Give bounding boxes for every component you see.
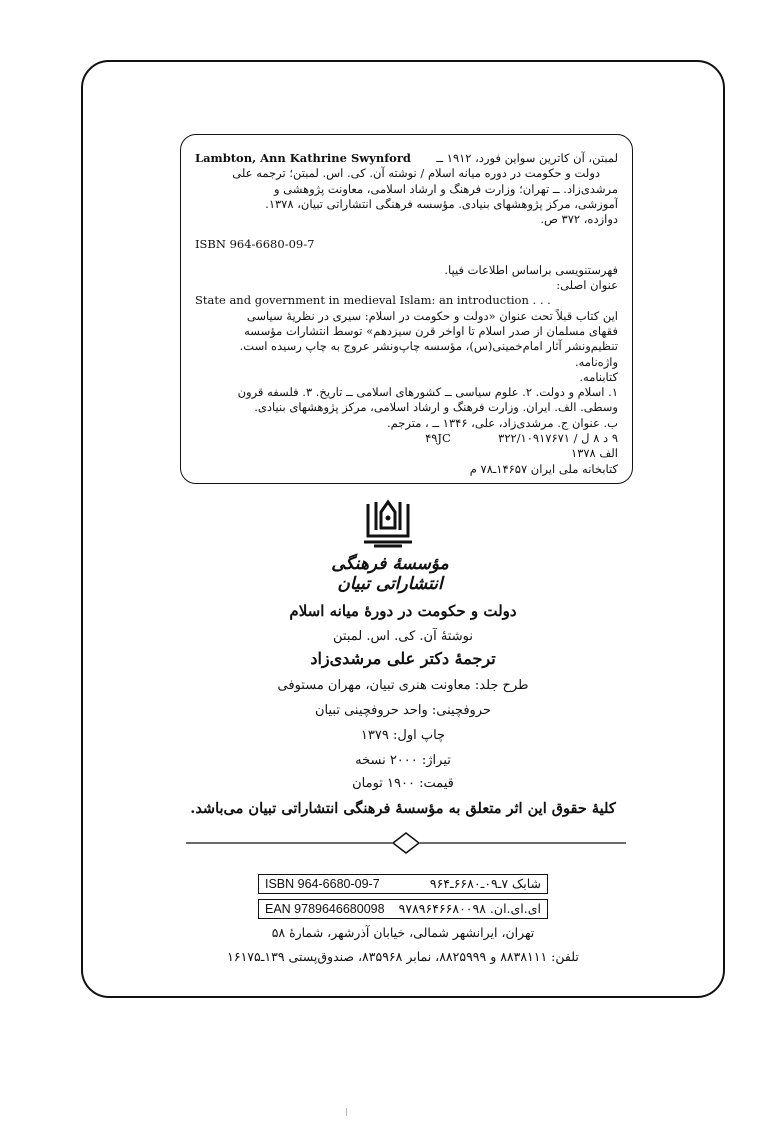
book-translator: ترجمهٔ دکتر علی مرشدی‌زاد — [310, 649, 496, 668]
publisher-address: تهران، ایرانشهر شمالی، خیابان آذرشهر، شمارهٔ ۵۸ — [271, 925, 535, 940]
catalog-fipa-note: فهرستنویسی براساس اطلاعات فیپا. — [444, 262, 618, 277]
catalog-glossary: واژه‌نامه. — [574, 354, 618, 369]
catalog-call-number-a: ۹ د ۸ ل / ۴۹JC — [425, 431, 618, 446]
rights-notice: کلیهٔ حقوق این اثر متعلق به مؤسسهٔ فرهنگی انتشاراتی تبیان می‌باشد. — [190, 800, 616, 817]
catalog-isbn: ISBN 964-6680-09-7 — [195, 237, 315, 252]
catalog-imprint-line: مرشدی‌زاد. ــ تهران؛ وزارت فرهنگ و ارشاد اسلامی، معاونت پژوهشی و — [273, 181, 618, 196]
catalog-pages: دوازده، ۳۷۲ ص. — [540, 212, 618, 227]
isbn-latin: ISBN 964-6680-09-7 — [265, 877, 380, 891]
catalog-title-line: دولت و حکومت در دوره میانه اسلام / نوشته آن. کی. اس. لمبتن؛ ترجمه علی — [232, 166, 600, 181]
catalog-alef: الف ۱۳۷۸ — [571, 446, 618, 461]
cover-design-credit: طرح جلد: معاونت هنری تبیان، مهران مستوفی — [277, 678, 529, 693]
typesetting-credit: حروفچینی: واحد حروفچینی تبیان — [314, 703, 492, 718]
diamond-divider-icon — [186, 832, 626, 854]
book-author: نوشتهٔ آن. کی. اس. لمبتن — [333, 629, 473, 644]
catalog-record-box — [180, 134, 633, 484]
catalog-subjects: وسطی. الف. ایران. وزارت فرهنگ و ارشاد اسلامی، مرکز پژوهشهای بنیادی. — [254, 400, 618, 415]
catalog-note: فقهای مسلمان از صدر اسلام تا اواخر قرن سیزدهم» توسط انتشارات مؤسسه — [244, 323, 618, 338]
catalog-national-library-no: کتابخانه ملی ایران ۱۴۶۵۷ـ۷۸ م — [469, 461, 618, 476]
book-title: دولت و حکومت در دورهٔ میانه اسلام — [289, 602, 517, 620]
catalog-original-title: State and government in medieval Islam: an introduction . . . — [195, 293, 551, 308]
ean-box — [258, 899, 548, 919]
catalog-bibliography: کتابنامه. — [579, 369, 618, 384]
publisher-logo-icon — [360, 498, 416, 550]
publisher-name: مؤسسهٔ فرهنگی انتشاراتی تبیان — [331, 554, 449, 594]
catalog-author-latin: Lambton, Ann Kathrine Swynford — [195, 151, 411, 165]
catalog-imprint-line: آموزشی، مرکز پژوهشهای بنیادی. مؤسسه فرهنگی انتشاراتی تبیان، ۱۳۷۸. — [265, 196, 618, 211]
ean-latin: EAN 9789646680098 — [265, 902, 385, 916]
print-run: تیراژ: ۲۰۰۰ نسخه — [355, 753, 451, 768]
catalog-note: این کتاب قبلاً تحت عنوان «دولت و حکومت در اسلام: سیری در نظریهٔ سیاسی — [246, 308, 618, 323]
catalog-original-title-label: عنوان اصلی: — [556, 278, 618, 293]
page-mark — [346, 1108, 347, 1116]
isbn-box — [258, 874, 548, 894]
edition: چاپ اول: ۱۳۷۹ — [360, 728, 446, 743]
catalog-subjects: ب. عنوان ج. مرشدی‌زاد، علی، ۱۳۴۶ ــ ، مترجم. — [386, 415, 618, 430]
catalog-note: تنظیم‌ونشر آثار امام‌خمینی(س)، مؤسسه چاپ‌ونشر عروج به چاپ رسیده است. — [239, 339, 618, 354]
catalog-call-numbers — [195, 431, 618, 446]
isbn-persian: شابک ۷ـ۰۹ـ۶۶۸۰ـ۹۶۴ — [429, 876, 541, 891]
catalog-subjects: ۱. اسلام و دولت. ۲. علوم سیاسی ــ کشورهای اسلامی ــ تاریخ. ۳. فلسفه قرون — [237, 385, 618, 400]
catalog-author-persian: لمبتن، آن کاترین سواین فورد، ۱۹۱۲ ــ — [436, 151, 618, 165]
catalog-author-line — [195, 151, 618, 166]
price: قیمت: ۱۹۰۰ تومان — [352, 776, 454, 791]
publisher-phone: تلفن: ۸۸۳۸۱۱۱ و ۸۸۲۵۹۹۹، نمابر ۸۳۵۹۶۸، صندوق‌پستی ۱۳۹ـ۱۶۱۷۵ — [227, 949, 579, 964]
ean-persian: ای.ای.ان. ۹۷۸۹۶۴۶۶۸۰۰۹۸ — [398, 901, 541, 916]
catalog-call-number-b: ۳۲۲/۱۰۹۱۷۶۷۱ — [498, 431, 570, 446]
